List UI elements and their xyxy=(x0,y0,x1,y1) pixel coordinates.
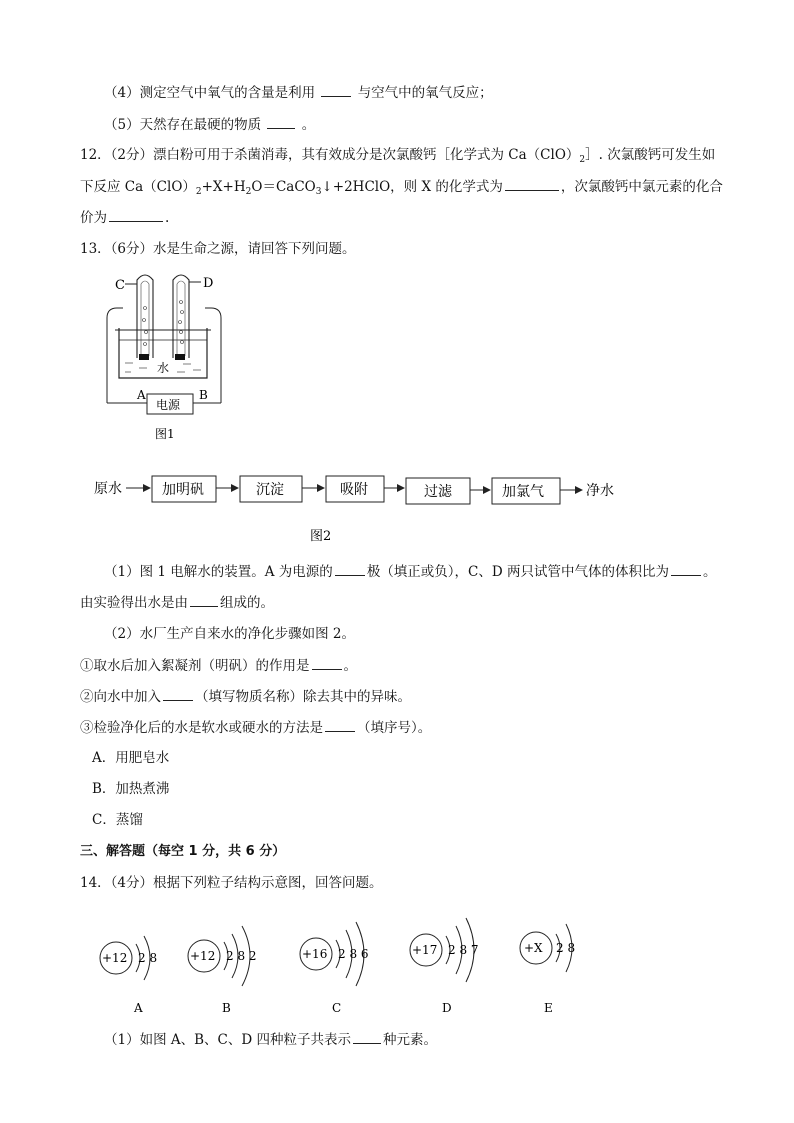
q13-text: 。 xyxy=(703,564,717,580)
q14-part1 xyxy=(104,1030,437,1049)
q13-text: （填序号）。 xyxy=(357,720,432,736)
label-c: C xyxy=(115,278,125,293)
flow-step-4-label: 过滤 xyxy=(424,484,452,500)
purification-flow xyxy=(90,468,650,548)
section-3-heading: 三、解答题（每空 1 分，共 6 分） xyxy=(80,844,286,859)
answer-blank[interactable] xyxy=(109,208,163,222)
q13-text: ②向水中加入 xyxy=(80,689,161,705)
label-a: A xyxy=(137,388,146,402)
q11-item-4-text: （4）测定空气中氧气的含量是利用 xyxy=(104,85,316,101)
q13-step-1 xyxy=(80,656,357,675)
flow-step-5-label: 加氯气 xyxy=(502,484,544,500)
q11-item-4-text-end: 与空气中的氧气反应； xyxy=(357,85,493,101)
answer-blank[interactable] xyxy=(190,593,218,607)
nucleus-a-charge: +12 xyxy=(102,951,128,965)
flow-step-2-label: 沉淀 xyxy=(256,482,284,498)
answer-blank[interactable] xyxy=(312,656,342,670)
electrode-a xyxy=(139,354,149,360)
label-d: D xyxy=(203,276,214,291)
subscript: 3 xyxy=(315,187,322,197)
q12-text: 下反应 Ca（ClO） xyxy=(80,179,196,195)
q13-step-3 xyxy=(80,718,431,737)
q12-text: 12．（2分）漂白粉可用于杀菌消毒，其有效成分是次氯酸钙［化学式为 Ca（ClO） xyxy=(80,147,580,163)
tube-inner-c xyxy=(141,281,149,356)
answer-blank[interactable] xyxy=(505,177,559,191)
shells-a: 2 8 xyxy=(138,951,158,965)
q12-text: ，次氯酸钙中氯元素的化合 xyxy=(560,179,723,195)
subscript: 2 xyxy=(245,187,252,197)
figure-1-caption: 图1 xyxy=(155,427,175,441)
q12-text: ↓+2HClO，则 X 的化学式为 xyxy=(321,179,503,195)
option-c[interactable]: C．蒸馏 xyxy=(92,812,143,828)
particle-diagrams xyxy=(90,900,610,1020)
subscript: 2 xyxy=(195,187,202,197)
q13-text: ③检验净化后的水是软水或硬水的方法是 xyxy=(80,720,323,736)
flow-end: 净水 xyxy=(586,483,614,499)
gas-bubbles xyxy=(143,301,184,346)
q13-header: 13．（6分）水是生命之源，请回答下列问题。 xyxy=(80,241,356,257)
nucleus-b-charge: +12 xyxy=(190,949,216,963)
answer-blank[interactable] xyxy=(671,562,701,576)
answer-blank[interactable] xyxy=(267,115,295,129)
q11-item-5-text: （5）天然存在最硬的物质 xyxy=(104,117,262,133)
q12-line-2 xyxy=(80,177,723,201)
label-water: 水 xyxy=(157,361,170,375)
q11-item-5 xyxy=(104,115,315,134)
flow-step-1-label: 加明矾 xyxy=(162,482,204,498)
label-b: B xyxy=(199,388,208,402)
electrolysis-diagram xyxy=(95,268,235,448)
q11-item-4 xyxy=(104,83,493,102)
q12-line-1 xyxy=(80,146,715,169)
electrode-b xyxy=(175,354,185,360)
particle-label-d: D xyxy=(442,1001,452,1015)
particle-label-e: E xyxy=(544,1001,553,1015)
answer-blank[interactable] xyxy=(335,562,365,576)
q12-text: +X+H xyxy=(201,179,246,195)
answer-blank[interactable] xyxy=(325,718,355,732)
q14-text: 种元素。 xyxy=(383,1032,437,1048)
power-supply-label: 电源 xyxy=(156,398,181,412)
shells-d: 2 8 7 xyxy=(448,943,479,957)
q13-step-2 xyxy=(80,687,411,706)
option-a[interactable]: A．用肥皂水 xyxy=(92,750,170,766)
shells-e: 2 8 xyxy=(556,941,576,955)
q13-text: 极（填正或负），C、D 两只试管中气体的体积比为 xyxy=(366,564,670,580)
q13-text: （1）图 1 电解水的装置。A 为电源的 xyxy=(104,564,333,580)
nucleus-d-charge: +17 xyxy=(412,943,438,957)
particle-label-b: B xyxy=(222,1001,231,1015)
nucleus-c-charge: +16 xyxy=(302,947,328,961)
wire-left xyxy=(107,308,123,403)
test-tube-d xyxy=(173,275,189,358)
q13-part1-line1 xyxy=(104,562,717,581)
q14-header: 14．（4分）根据下列粒子结构示意图，回答问题。 xyxy=(80,875,383,891)
shells-c: 2 8 6 xyxy=(338,947,369,961)
answer-blank[interactable] xyxy=(321,83,351,97)
answer-blank[interactable] xyxy=(353,1030,381,1044)
q11-item-5-text-end: 。 xyxy=(301,117,316,133)
q13-text: 由实验得出水是由 xyxy=(80,595,188,611)
answer-blank[interactable] xyxy=(163,687,193,701)
flow-start: 原水 xyxy=(94,481,122,497)
subscript: 2 xyxy=(579,155,586,165)
option-b[interactable]: B．加热煮沸 xyxy=(92,781,170,797)
q13-part2: （2）水厂生产自来水的净化步骤如图 2。 xyxy=(104,626,355,642)
flow-step-3-label: 吸附 xyxy=(340,482,368,498)
tube-inner-d xyxy=(177,281,185,356)
q12-text: ］. 次氯酸钙可发生如 xyxy=(585,147,716,163)
q13-text: （填写物质名称）除去其中的异味。 xyxy=(195,689,411,705)
q12-text: . xyxy=(165,210,170,226)
q13-text: 组成的。 xyxy=(220,595,274,611)
nucleus-e-charge: +X xyxy=(524,941,543,955)
particle-label-c: C xyxy=(332,1001,342,1015)
q14-text: （1）如图 A、B、C、D 四种粒子共表示 xyxy=(104,1032,351,1048)
shells-b: 2 8 2 xyxy=(226,949,257,963)
q13-part1-line2 xyxy=(80,593,274,612)
q12-text: 价为 xyxy=(80,210,107,226)
q12-text: O＝CaCO xyxy=(251,179,316,195)
figure-2-caption: 图2 xyxy=(310,529,332,544)
q13-text: 。 xyxy=(343,658,357,674)
particle-label-a: A xyxy=(134,1001,143,1015)
q13-text: ①取水后加入絮凝剂（明矾）的作用是 xyxy=(80,658,310,674)
q12-line-3 xyxy=(80,208,169,227)
